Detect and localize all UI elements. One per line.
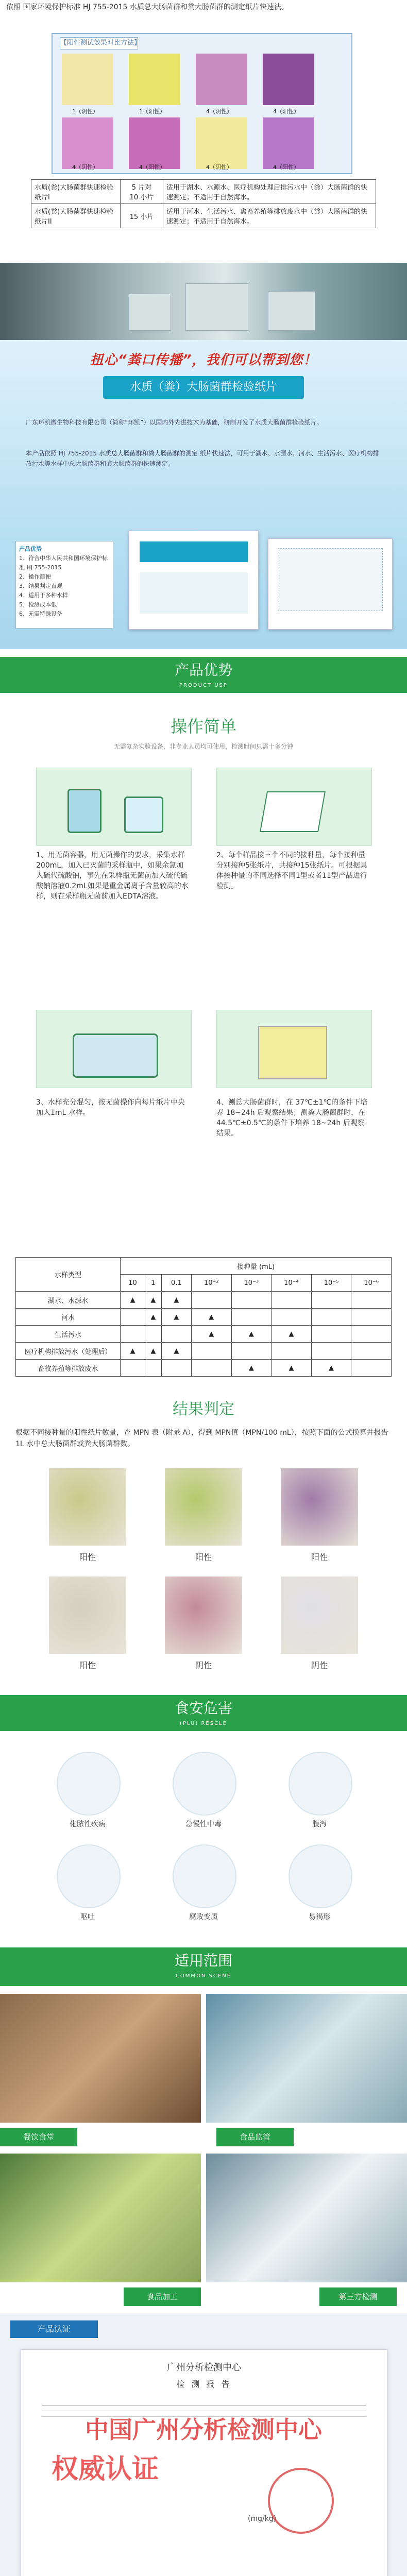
- red-seal-icon: [268, 2468, 334, 2534]
- package-body: [140, 572, 248, 614]
- triangle-mark-icon: ▲: [121, 1343, 145, 1360]
- result-label: 阳性: [79, 1552, 96, 1562]
- empty-cell: [231, 1292, 272, 1309]
- step-illustration: [216, 1010, 372, 1088]
- feature-box: [15, 541, 113, 629]
- lab-equipment: [185, 283, 248, 331]
- hazard-label: 化脓性疾病: [70, 1820, 106, 1828]
- test-paper-icon: [258, 1026, 327, 1079]
- sample-type: 生活污水: [16, 1326, 121, 1343]
- tile-caption: 4（阳性）: [139, 164, 165, 171]
- cert-unit: (mg/kg): [248, 2515, 277, 2523]
- tile-caption: 4（阴性）: [72, 164, 98, 171]
- sample-type: 河水: [16, 1309, 121, 1326]
- scene-photo: [0, 2154, 201, 2282]
- empty-cell: [311, 1326, 351, 1343]
- results-desc: 根据不同接种量的阳性纸片数量，查 MPN 表（附录 A），得到 MPN值（MPN/100 mL），按照下面的公式换算并报告 1L 水中总大肠菌群或粪大肠菌群数。: [15, 1429, 388, 1448]
- result-label: 阴性: [311, 1660, 328, 1670]
- product-desc-2: 本产品依照 HJ 755-2015 水质总大肠菌群和粪大肠菌群的测定 纸片快速法，可用于湖水、水源水、河水、生活污水、医疗机构排放污水等水样中总大肠菌群和粪大肠菌群的快速测定。: [26, 450, 379, 467]
- spec-name: 水质(粪)大肠菌群快速检验纸片I: [31, 180, 121, 204]
- cert-stamp-text: 权威认证: [52, 2453, 159, 2485]
- table-row: [16, 1343, 392, 1360]
- section-subtitle: PRODUCT USP: [179, 683, 228, 688]
- empty-cell: [191, 1343, 231, 1360]
- empty-cell: [145, 1360, 161, 1377]
- column-header: 接种量 (mL): [121, 1258, 392, 1275]
- cert-doc-subtitle: 检 测 报 告: [176, 2379, 232, 2389]
- tile-caption: 4（阳性）: [273, 108, 299, 115]
- triangle-mark-icon: ▲: [191, 1326, 231, 1343]
- triangle-mark-icon: ▲: [191, 1309, 231, 1326]
- step-text: 1、用无菌容器，用无菌操作的要求，采集水样200mL，加入已灭菌的采样瓶中，如果余氯加入硫代硫酸钠，事先在采样瓶无菌前加入硫代硫酸钠溶液0.2mL如果是重金属离子含量较高的水样，则在采样瓶无菌前加入EDTA溶液。: [36, 851, 189, 901]
- sample-type: 医疗机构排放污水（处理后）: [16, 1343, 121, 1360]
- empty-cell: [191, 1360, 231, 1377]
- feature-item: 5、检测成本低: [19, 601, 57, 608]
- hazard-label: 腐败变质: [189, 1913, 218, 1921]
- column-header: 水样类型: [16, 1258, 121, 1292]
- result-photo: [281, 1468, 358, 1546]
- tile-caption: 4（阳性）: [273, 164, 299, 171]
- feature-item: 6、无需特殊设备: [19, 611, 62, 617]
- inoc-header: 1: [145, 1275, 161, 1292]
- step-illustration: [216, 768, 372, 846]
- cert-banner: 中国广州分析检测中心: [85, 2416, 322, 2444]
- spec-count: 15 小片: [121, 204, 163, 228]
- product-package-image: [129, 531, 259, 630]
- product-desc-1: 广东环凯微生物科技有限公司（简称“环凯”）以国内外先进技术为基础，研制开发了水质大肠菌群检验纸片。: [26, 419, 323, 426]
- triangle-mark-icon: ▲: [161, 1343, 191, 1360]
- inoc-header: 10⁻⁶: [351, 1275, 392, 1292]
- result-photo: [165, 1468, 242, 1546]
- inoc-header: 0.1: [161, 1275, 191, 1292]
- sample-type: 湖水、水源水: [16, 1292, 121, 1309]
- inoc-header: 10⁻⁵: [311, 1275, 351, 1292]
- spec-count: 5 片对 10 小片: [121, 180, 163, 204]
- feature-item: 4、适用于多种水样: [19, 592, 68, 599]
- product-package-image: [268, 538, 393, 630]
- table-row: [31, 180, 376, 204]
- empty-cell: [351, 1360, 392, 1377]
- inoc-header: 10: [121, 1275, 145, 1292]
- scene-label: 食品监管: [216, 2128, 294, 2146]
- empty-cell: [121, 1326, 145, 1343]
- section-header-scenes: [0, 1947, 407, 1986]
- empty-cell: [351, 1292, 392, 1309]
- hazard-label: 呕吐: [80, 1913, 95, 1921]
- result-photo: [281, 1577, 358, 1654]
- result-label: 阴性: [195, 1660, 212, 1670]
- hazard-illustration: [57, 1844, 121, 1908]
- sample-table-body: [16, 1292, 392, 1377]
- paper-icon: [260, 791, 326, 832]
- section-header-hazard: [0, 1695, 407, 1731]
- incubator-icon: [73, 1033, 158, 1078]
- result-photo: [49, 1468, 126, 1546]
- step-illustration: [36, 768, 192, 846]
- sample-type: 畜牧养殖等排放废水: [16, 1360, 121, 1377]
- triangle-mark-icon: ▲: [145, 1309, 161, 1326]
- scene-photo: [206, 1994, 407, 2123]
- operation-subtitle: 无需复杂实验设备，非专业人员均可使用，检测时间只需十多分钟: [113, 743, 293, 750]
- step-text: 4、测总大肠菌群时，在 37℃±1℃的条件下培养 18~24h 后观察结果；测粪大肠菌群时，在 44.5℃±0.5℃的条件下培养 18~24h 后观察结果。: [216, 1098, 368, 1138]
- section-subtitle: (PLU) RESCLE: [180, 1721, 227, 1726]
- package-body: [278, 548, 383, 611]
- section-subtitle: COMMON SCENE: [175, 1973, 232, 1979]
- result-tile: [196, 54, 247, 105]
- operation-title: 操作简单: [170, 717, 236, 736]
- scene-photo: [0, 1994, 201, 2123]
- lab-equipment: [129, 294, 171, 331]
- beaker-icon: [67, 789, 101, 833]
- empty-cell: [121, 1309, 145, 1326]
- empty-cell: [272, 1309, 312, 1326]
- spec-name: 水质(粪)大肠菌群快速检验纸片II: [31, 204, 121, 228]
- empty-cell: [161, 1360, 191, 1377]
- section-header-advantage: [0, 657, 407, 693]
- empty-cell: [351, 1343, 392, 1360]
- result-tile: [129, 117, 180, 169]
- empty-cell: [231, 1309, 272, 1326]
- triangle-mark-icon: ▲: [231, 1326, 272, 1343]
- certification-section: [0, 2313, 407, 2576]
- hazard-illustration: [173, 1844, 236, 1908]
- feature-item: 3、结果判定直观: [19, 583, 62, 589]
- triangle-mark-icon: ▲: [231, 1360, 272, 1377]
- spec-table: [31, 179, 376, 228]
- empty-cell: [351, 1326, 392, 1343]
- tile-caption: 4（阴性）: [206, 108, 232, 115]
- triangle-mark-icon: ▲: [311, 1360, 351, 1377]
- product-banner: [0, 340, 407, 649]
- result-tile: [196, 117, 247, 169]
- hazard-label: 腹泻: [312, 1820, 327, 1828]
- result-label: 阳性: [311, 1552, 328, 1562]
- triangle-mark-icon: ▲: [121, 1292, 145, 1309]
- empty-cell: [351, 1309, 392, 1326]
- scene-label: 餐饮食堂: [0, 2128, 77, 2146]
- section-title: 适用范围: [174, 1952, 232, 1969]
- result-photo: [49, 1577, 126, 1654]
- hazard-illustration: [289, 1752, 352, 1816]
- spec-desc: 适用于河水、生活污水、禽畜养殖等排放废水中（粪）大肠菌群的快速测定；不适用于自然海水。: [163, 204, 376, 228]
- feature-item: 1、符合中华人民共和国环境保护标准 HJ 755-2015: [19, 555, 108, 571]
- empty-cell: [311, 1292, 351, 1309]
- package-label: [140, 541, 248, 562]
- empty-cell: [272, 1343, 312, 1360]
- step-text: 3、水样充分混匀，按无菌操作向每片纸片中央加入1mL 水样。: [36, 1098, 185, 1117]
- hazard-illustration: [289, 1844, 352, 1908]
- result-tile: [129, 54, 180, 105]
- product-name: 水质（粪）大肠菌群检验纸片: [103, 376, 304, 399]
- inoc-header: 10⁻⁴: [272, 1275, 312, 1292]
- table-row: [16, 1360, 392, 1377]
- tile-caption: 1（阴性）: [72, 108, 98, 115]
- tile-caption: 4（阴性）: [206, 164, 232, 171]
- intro-text: 依照 国家环境保护标准 HJ 755-2015 水质总大肠菌群和粪大肠菌群的测定纸片快速法。: [6, 3, 289, 11]
- empty-cell: [191, 1292, 231, 1309]
- section-title: 食安危害: [174, 1700, 232, 1717]
- section-title: 产品优势: [174, 662, 232, 679]
- result-tile: [62, 117, 113, 169]
- inoc-header: 10⁻²: [191, 1275, 231, 1292]
- triangle-mark-icon: ▲: [161, 1292, 191, 1309]
- lab-equipment: [268, 291, 315, 331]
- scene-label: 第三方检测: [319, 2287, 397, 2306]
- cert-heading: 产品认证: [10, 2320, 98, 2338]
- hazard-label: 急慢性中毒: [185, 1820, 222, 1828]
- table-row: [16, 1292, 392, 1309]
- triangle-mark-icon: ▲: [161, 1309, 191, 1326]
- empty-cell: [311, 1343, 351, 1360]
- triangle-mark-icon: ▲: [145, 1292, 161, 1309]
- result-label: 阳性: [79, 1660, 96, 1670]
- product-slogan: 扭心“粪口传播”，我们可以帮到您！: [90, 352, 317, 368]
- table-header-row: [16, 1258, 392, 1275]
- empty-cell: [121, 1360, 145, 1377]
- empty-cell: [311, 1309, 351, 1326]
- hazard-label: 易褐形: [309, 1913, 330, 1921]
- feature-item: 2、操作简便: [19, 573, 51, 580]
- table-row: [16, 1326, 392, 1343]
- empty-cell: [272, 1292, 312, 1309]
- result-chart-block: [0, 14, 407, 263]
- hazard-illustration: [57, 1752, 121, 1816]
- result-tile: [62, 54, 113, 105]
- empty-cell: [161, 1326, 191, 1343]
- empty-cell: [231, 1343, 272, 1360]
- triangle-mark-icon: ▲: [272, 1360, 312, 1377]
- hazard-illustration: [173, 1752, 236, 1816]
- lab-photo-band: [0, 263, 407, 340]
- scene-label: 食品加工: [124, 2287, 201, 2306]
- result-tile: [263, 54, 314, 105]
- step-text: 2、每个样品接三个不同的接种量，每个接种量分别接种5张纸片，共接种15张纸片。可根据具体接种量的不同选择不同1型或者11型产品进行检测。: [216, 851, 367, 890]
- cert-doc-title: 广州分析检测中心: [167, 2362, 241, 2373]
- results-title: 结果判定: [173, 1400, 234, 1418]
- scene-photo: [206, 2154, 407, 2282]
- feature-title: 产品优势: [19, 546, 42, 552]
- result-chart-title: 【阳性测试效果对比方法】: [60, 37, 138, 49]
- tile-caption: 1（阳性）: [139, 108, 165, 115]
- triangle-mark-icon: ▲: [145, 1343, 161, 1360]
- step-illustration: [36, 1010, 192, 1088]
- result-tile: [263, 117, 314, 169]
- triangle-mark-icon: ▲: [272, 1326, 312, 1343]
- table-row: [16, 1309, 392, 1326]
- spec-desc: 适用于湖水、水源水、医疗机构处理后排污水中（粪）大肠菌群的快速测定；不适用于自然海水。: [163, 180, 376, 204]
- result-photo: [165, 1577, 242, 1654]
- bottle-icon: [124, 796, 163, 833]
- sample-table: [15, 1257, 392, 1377]
- table-row: [31, 204, 376, 228]
- result-label: 阳性: [195, 1552, 212, 1562]
- inoc-header: 10⁻³: [231, 1275, 272, 1292]
- empty-cell: [145, 1326, 161, 1343]
